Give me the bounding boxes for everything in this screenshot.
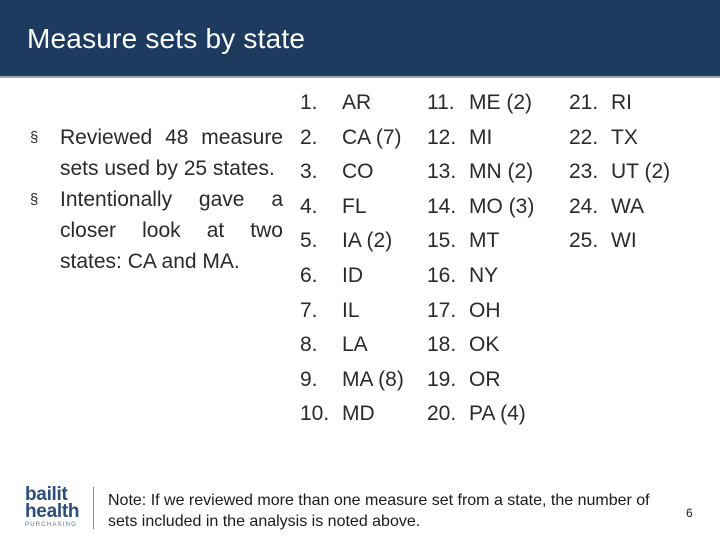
state-name: OK [469,333,500,357]
state-name: CO [342,160,374,184]
state-name: ID [342,263,363,287]
state-name: PA (4) [469,402,526,426]
state-column-2 [427,86,534,432]
state-list-item: 9. MA (8) [300,367,404,391]
bullet-list [28,122,283,277]
logo-text-health: health [25,501,80,522]
title-bar [0,0,720,78]
state-list-item: 17. OH [427,298,501,322]
bullet-item: § Intentionally gave a closer look at two states: CA and MA. [28,184,283,277]
state-list-item: 21. RI [569,91,632,114]
footer-divider [93,487,94,529]
state-list-item: 12. MI [427,125,493,149]
state-name: UT (2) [611,160,671,184]
state-list-item: 8. LA [300,333,368,357]
state-list-item: 10. MD [300,402,375,426]
state-name: MN (2) [469,160,534,184]
state-list-item: 7. IL [300,298,360,322]
state-list-item: 14. MO (3) [427,194,535,218]
bailit-health-logo [25,486,85,530]
state-list-item: 16. NY [427,263,499,287]
state-name: IA (2) [342,229,393,253]
state-list-item: 23. UT (2) [569,160,671,184]
slide-title: Measure sets by state [27,23,306,54]
state-list-item: 19. OR [427,367,501,391]
state-name: MA (8) [342,367,404,391]
state-name: AR [342,91,372,114]
state-list-item: 25. WI [569,229,637,253]
state-name: OH [469,298,501,322]
state-list-item: 22. TX [569,125,638,149]
state-name: TX [611,125,638,149]
state-name: MI [469,125,493,149]
state-name: OR [469,367,501,391]
state-name: NY [469,263,499,287]
state-list-item: 5. IA (2) [300,229,393,253]
state-name: IL [342,298,360,322]
state-column-1 [300,86,404,432]
state-name: MD [342,402,375,426]
state-name: CA (7) [342,125,402,149]
page-number: 6 [686,506,693,520]
logo-text-purchasing: PURCHASING [25,522,78,528]
state-list-item: 11. ME (2) [427,91,532,114]
state-name: MT [469,229,500,253]
state-list-item: 13. MN (2) [427,160,534,184]
footnote: Note: If we reviewed more than one measure set from a state, the number of sets included in the analysis is noted above. [108,492,650,530]
state-list-item: 18. OK [427,333,500,357]
state-name: WI [611,229,637,253]
state-list-item: 24. WA [569,194,645,218]
state-list-item: 3. CO [300,160,374,184]
state-list-item: 4. FL [300,194,367,218]
state-list-item: 1. AR [300,91,372,114]
state-column-3 [569,86,670,259]
state-name: RI [611,91,632,114]
state-name: MO (3) [469,194,535,218]
state-name: ME (2) [469,91,532,114]
state-name: WA [611,194,645,218]
state-list-item: 2. CA (7) [300,125,402,149]
state-list-item: 15. MT [427,229,500,253]
logo-text-bailit: bailit [25,484,68,505]
state-list-item: 20. PA (4) [427,402,526,426]
state-list-item: 6. ID [300,263,363,287]
state-name: FL [342,194,367,218]
bullet-item: § Reviewed 48 measure sets used by 25 states. [28,122,283,184]
state-name: LA [342,333,368,357]
